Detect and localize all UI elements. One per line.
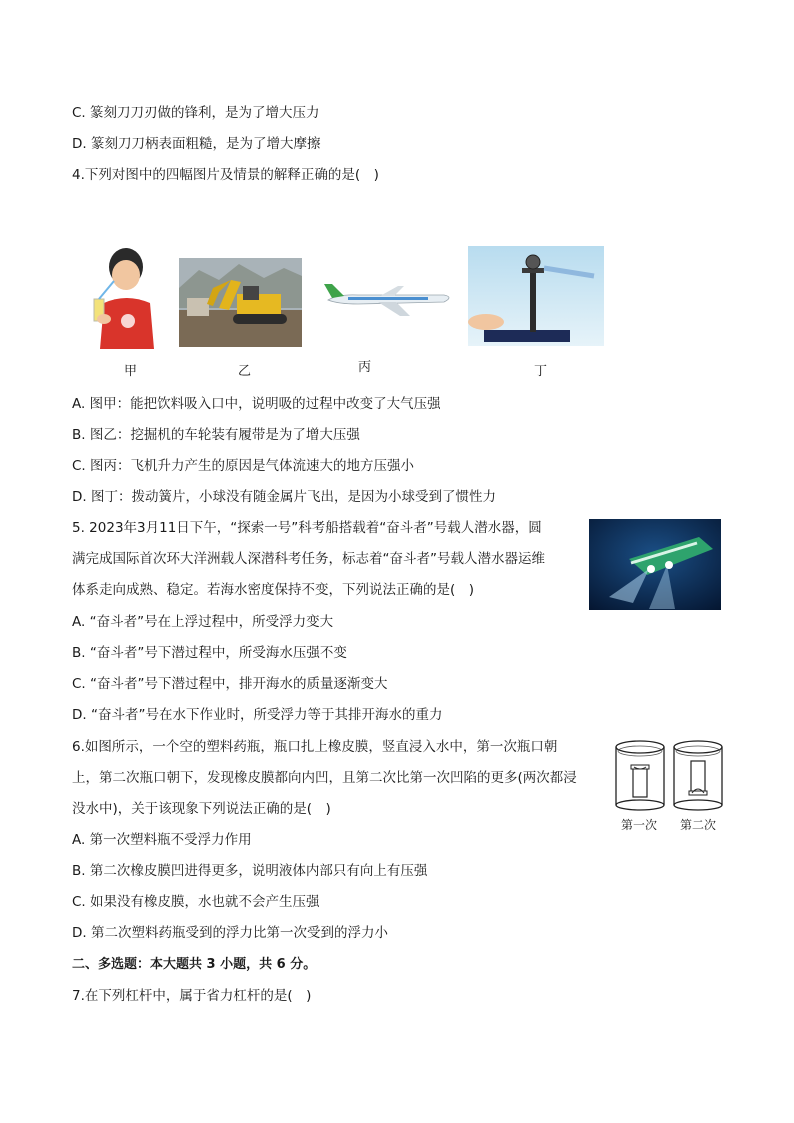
q3-option-d: D. 篆刻刀刀柄表面粗糙，是为了增大摩擦 (72, 136, 321, 152)
q5-option-d: D. “奋斗者”号在水下作业时，所受浮力等于其排开海水的重力 (72, 707, 443, 723)
caption-first: 第一次 (621, 818, 658, 832)
q4-stem: 4.下列对图中的四幅图片及情景的解释正确的是( ) (72, 167, 379, 183)
q7-stem: 7.在下列杠杆中，属于省力杠杆的是( ) (72, 988, 312, 1004)
figure-bing-airplane (318, 280, 456, 318)
figure-jia-boy-drinking (84, 245, 158, 349)
caption-jia: 甲 (124, 364, 138, 379)
q3-option-c: C. 篆刻刀刀刃做的锋利，是为了增大压力 (72, 105, 320, 121)
q6-stem-line-2: 上，第二次瓶口朝下，发现橡皮膜都向内凹，且第二次比第一次凹陷的更多(两次都浸 (72, 770, 577, 786)
caption-yi: 乙 (238, 364, 252, 379)
q4-option-a: A. 图甲：能把饮料吸入口中，说明吸的过程中改变了大气压强 (72, 396, 441, 412)
q5-option-a: A. “奋斗者”号在上浮过程中，所受浮力变大 (72, 614, 334, 630)
q4-option-c: C. 图丙：飞机升力产生的原因是气体流速大的地方压强小 (72, 458, 415, 474)
q6-option-b: B. 第二次橡皮膜凹进得更多，说明液体内部只有向上有压强 (72, 863, 428, 879)
q6-stem-line-3: 没水中)，关于该现象下列说法正确的是( ) (72, 801, 331, 817)
figure-bottle-second (670, 739, 726, 811)
section-heading-multiple-choice: 二、多选题：本大题共 3 小题，共 6 分。 (72, 957, 317, 972)
figure-bottle-first (612, 739, 668, 811)
caption-second: 第二次 (680, 818, 717, 832)
q5-stem-line-1: 5. 2023年3月11日下午，“探索一号”科考船搭载着“奋斗者”号载人潜水器，圆 (72, 520, 542, 536)
caption-bing: 丙 (358, 360, 372, 375)
q6-option-d: D. 第二次塑料药瓶受到的浮力比第一次受到的浮力小 (72, 925, 388, 941)
q5-option-b: B. “奋斗者”号下潜过程中，所受海水压强不变 (72, 645, 347, 661)
q4-option-b: B. 图乙：挖掘机的车轮装有履带是为了增大压强 (72, 427, 360, 443)
q6-stem-line-1: 6.如图所示，一个空的塑料药瓶，瓶口扎上橡皮膜，竖直浸入水中，第一次瓶口朝 (72, 739, 558, 755)
figure-ding-inertia-demo (468, 246, 604, 346)
q6-option-c: C. 如果没有橡皮膜，水也就不会产生压强 (72, 894, 320, 910)
q5-stem-line-2: 满完成国际首次环大洋洲载人深潜科考任务，标志着“奋斗者”号载人潜水器运维 (72, 551, 545, 567)
q4-option-d: D. 图丁：拨动簧片，小球没有随金属片飞出，是因为小球受到了惯性力 (72, 489, 496, 505)
q6-option-a: A. 第一次塑料瓶不受浮力作用 (72, 832, 252, 848)
figure-yi-excavator (179, 258, 302, 347)
q5-option-c: C. “奋斗者”号下潜过程中，排开海水的质量逐渐变大 (72, 676, 388, 692)
q5-stem-line-3: 体系走向成熟、稳定。若海水密度保持不变，下列说法正确的是( ) (72, 582, 475, 598)
caption-ding: 丁 (534, 364, 548, 379)
figure-submersible (589, 519, 721, 610)
